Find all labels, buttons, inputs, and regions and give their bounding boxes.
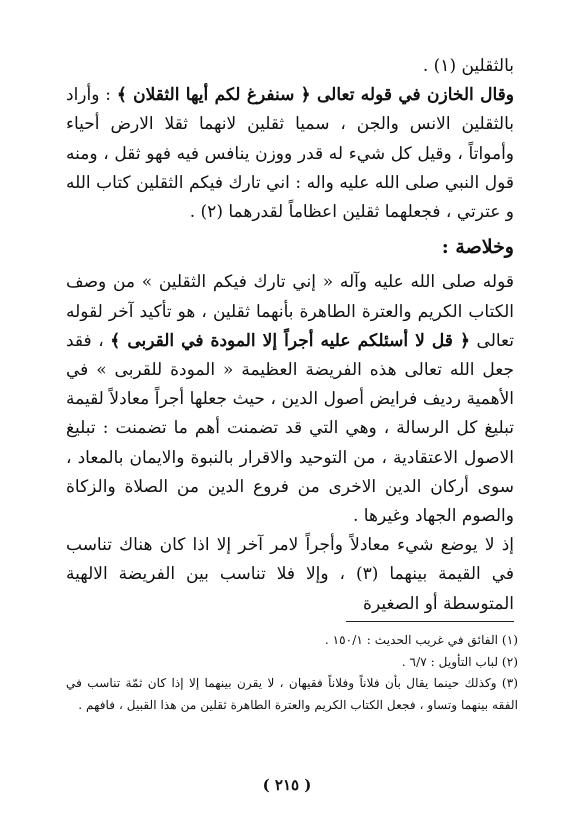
paragraph-3-bold-quote: ﴿ قل لا أسئلكم عليه أجراً إلا المودة في القربى ﴾	[110, 330, 470, 351]
paragraph-4-text: إذ لا يوضع شيء معادلاً وأجراً لامر آخر إلا اذا كان هناك تناسب في القيمة بينهما (٣) ، وإلا فلا تناسب بين الفريضة الالهية المتوسطة أو الصغيرة	[66, 535, 514, 614]
paragraph-3-text-b: ، فقد جعل الله تعالى هذه الفريضة العظيمة « المودة للقربى » في الأهمية رديف فرايض أصول الدين ، حيث جعلها أجراً معادلاً لقيمة تبليغ كل الرسالة ، وهي التي قد تضمنت أهم ما تضمنت : تبليغ الاصول الاعتقادية ، من التوحيد والاقرار بالنبوة والايمان بالمعاد ، سوى أركان الدين الاخرى من فروع الدين من الصلاة والزكاة والصوم الجهاد وغيرها .	[66, 330, 514, 527]
paragraph-1-text: بالثقلين (١) .	[422, 56, 514, 76]
paragraph-2	[66, 81, 514, 227]
footnote-1: (١) الفائق في غريب الحديث : ١٥٠/١ .	[324, 633, 518, 647]
footnote-2: (٢) لباب التأويل : ٦/٧ .	[401, 654, 518, 669]
paragraph-1	[66, 52, 514, 81]
main-text	[66, 52, 514, 619]
paragraph-4	[66, 531, 514, 619]
footnotes	[66, 630, 518, 716]
paragraph-2-text: : وأراد بالثقلين الانس والجن ، سميا ثقلين لانهما ثقلا الارض أحياء وأمواتاً ، وقيل كل شيء له قدر ووزن ينافس فيه فهو ثقل ، ومنه قول النبي صلى الله عليه واله : اني تارك فيكم الثقلين كتاب الله و عترتي ، فجعلهما ثقلين اعظاماً لقدرهما (٢) .	[66, 85, 514, 223]
page-number: ( ٢١٥ )	[262, 776, 312, 794]
paragraph-2-bold-lead: وقال الخازن في قوله تعالى ﴿ سنفرغ لكم أيها الثقلان ﴾	[116, 85, 514, 106]
section-heading: وخلاصة :	[441, 236, 514, 259]
paragraph-3-text-a: قوله صلى الله عليه وآله « إني تارك فيكم الثقلين » من وصف الكتاب الكريم والعترة الطاهرة بأنهما ثقلين ، هو تأكيد آخر لقوله تعالى	[66, 272, 514, 351]
footnote-3: (٣) وكذلك حينما يقال بأن فلاناً وفلاناً فقيهان ، لا يقرن بينهما إلا إذا كان ثمّة تناسب في الفقه بينهما وتساو ، فجعل الكتاب الكريم والعترة الطاهرة ثقلين من هذا القبيل ، فافهم .	[66, 676, 518, 712]
footnote-divider	[346, 621, 514, 622]
paragraph-3	[66, 268, 514, 531]
